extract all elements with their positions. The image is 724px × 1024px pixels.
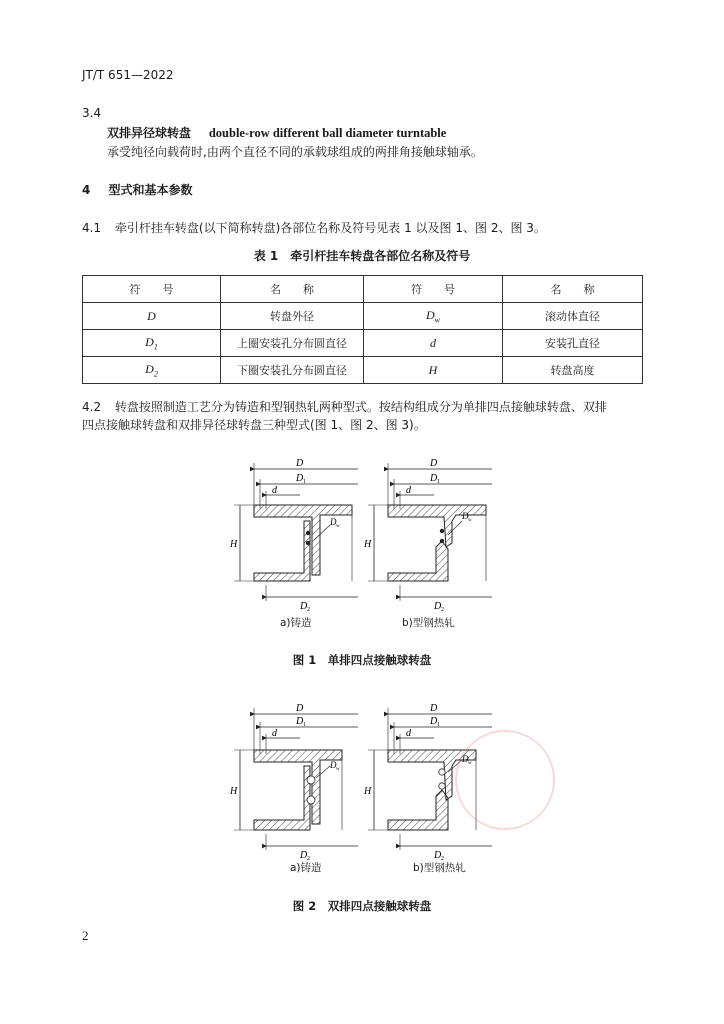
label-d: d (272, 728, 277, 739)
table-cell-symbol (83, 330, 221, 357)
page-number: 2 (82, 928, 89, 943)
table-header: 符 号 (364, 276, 503, 303)
figure1-b-caption: b)型钢热轧 (402, 617, 455, 629)
label-D1: D (296, 716, 304, 727)
table-row (83, 357, 643, 384)
figure1-title: 图 1 单排四点接触球转盘 (292, 653, 432, 667)
table-cell-symbol (83, 357, 221, 384)
standard-code: JT/T 651—2022 (82, 68, 174, 82)
section-3-4-number: 3.4 (82, 106, 102, 120)
figure2-a-drawing (222, 700, 362, 860)
table-cell-symbol (364, 357, 503, 384)
label-D2: D (300, 850, 308, 860)
symbol-d: d (430, 335, 436, 350)
table-cell: 上圈安装孔分布圆直径 (221, 330, 364, 357)
symbol-D2: $D_2$ (145, 361, 158, 379)
table-cell: 滚动体直径 (503, 303, 643, 330)
section-3-4-term (107, 124, 446, 141)
table1-title: 表 1 牵引杆挂车转盘各部位名称及符号 (253, 249, 471, 263)
table-cell-symbol (364, 303, 503, 330)
svg-text:w: w (336, 524, 340, 529)
symbol-H: H (428, 362, 438, 377)
table-row (83, 330, 643, 357)
section-3-4-definition: 承受纯径向载荷时,由两个直径不同的承载球组成的两排角接触球轴承。 (107, 145, 483, 159)
label-d: d (406, 728, 411, 739)
label-D: D (296, 458, 304, 469)
label-Dw: D (330, 760, 337, 770)
section-4-2-line2: 四点接触球转盘和双排异径球转盘三种型式(图 1、图 2、图 3)。 (82, 418, 426, 432)
table-cell-symbol (364, 330, 503, 357)
symbol-D1: $D_1$ (145, 334, 158, 352)
table-cell: 转盘高度 (503, 357, 643, 384)
svg-text:2: 2 (441, 856, 444, 860)
label-D: D (430, 458, 438, 469)
svg-text:2: 2 (441, 607, 444, 613)
svg-text:1: 1 (437, 479, 440, 485)
label-D: D (296, 703, 304, 714)
watermark-seal (455, 730, 555, 830)
figure2-title: 图 2 双排四点接触球转盘 (292, 899, 432, 913)
section-4-1-number: 4.1 (82, 221, 102, 235)
label-D2: D (434, 601, 442, 612)
table-cell: 转盘外径 (221, 303, 364, 330)
table-header: 名 称 (221, 276, 364, 303)
svg-text:w: w (336, 767, 340, 772)
section-4-1 (82, 219, 546, 236)
symbol-D: D (147, 308, 156, 323)
label-H: H (230, 786, 238, 797)
figure2-b-caption: b)型钢热轧 (413, 862, 466, 874)
table-cell: 下圈安装孔分布圆直径 (221, 357, 364, 384)
label-Dw: D (330, 517, 337, 527)
table-header: 名 称 (503, 276, 643, 303)
section-4-2-text: 转盘按照制造工艺分为铸造和型钢热轧两种型式。按结构组成分为单排四点接触球转盘、双排 (114, 400, 607, 414)
svg-text:1: 1 (303, 479, 306, 485)
term-cn: 双排异径球转盘 (107, 126, 192, 140)
table-cell-symbol (83, 303, 221, 330)
svg-text:1: 1 (437, 722, 440, 728)
figure1-b-drawing (356, 455, 496, 615)
table-cell: 安装孔直径 (503, 330, 643, 357)
symbol-Dw: $D_w$ (425, 307, 440, 325)
section-4-1-text: 牵引杆挂车转盘(以下简称转盘)各部位名称及符号见表 1 以及图 1、图 2、图 3。 (114, 221, 546, 235)
label-H: H (364, 539, 372, 550)
svg-text:w: w (468, 518, 472, 523)
figure1-a-drawing (222, 455, 362, 615)
figure1-a-caption: a)铸造 (280, 617, 312, 629)
label-D1: D (430, 473, 438, 484)
label-H: H (230, 539, 238, 550)
label-D1: D (296, 473, 304, 484)
label-Dw: D (462, 754, 469, 764)
label-D2: D (300, 601, 308, 612)
table-header: 符 号 (83, 276, 221, 303)
section-4-number: 4 (82, 183, 91, 197)
section-4-title: 型式和基本参数 (108, 183, 193, 197)
table-header-row (83, 276, 643, 303)
section-4-2-line1 (82, 398, 607, 415)
term-en: double-row different ball diameter turntable (208, 126, 447, 140)
label-H: H (364, 786, 372, 797)
label-d: d (406, 485, 411, 496)
svg-text:w: w (468, 761, 472, 766)
label-d: d (272, 485, 277, 496)
table-row (83, 303, 643, 330)
label-D1: D (430, 716, 438, 727)
label-D2: D (434, 850, 442, 860)
label-D: D (430, 703, 438, 714)
table1 (82, 275, 643, 384)
svg-text:2: 2 (307, 856, 310, 860)
svg-text:1: 1 (303, 722, 306, 728)
section-4-heading (82, 181, 193, 198)
label-Dw: D (462, 511, 469, 521)
svg-text:2: 2 (307, 607, 310, 613)
figure2-a-caption: a)铸造 (290, 862, 322, 874)
section-4-2-number: 4.2 (82, 400, 102, 414)
